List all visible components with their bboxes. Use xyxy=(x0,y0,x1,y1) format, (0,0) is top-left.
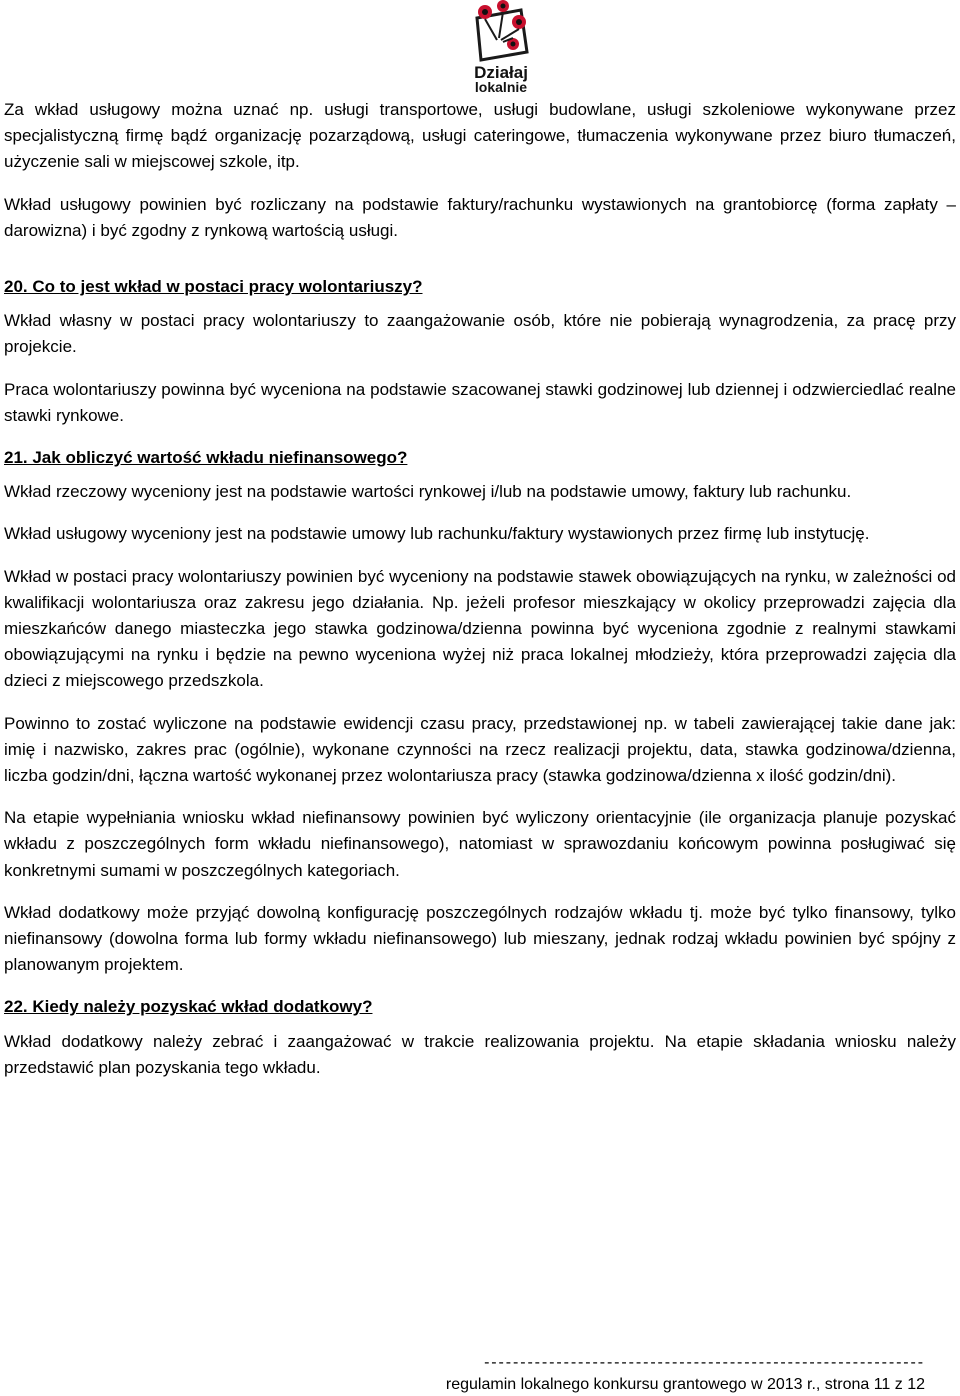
paragraph-material-contribution: Wkład rzeczowy wyceniony jest na podstawie wartości rynkowej i/lub na podstawie umowy, faktury lub rachunku. xyxy=(4,482,852,502)
dzialaj-lokalnie-logo xyxy=(463,0,539,94)
document-body xyxy=(4,97,956,1097)
paragraph-volunteer-definition: Wkład własny w postaci pracy wolontariuszy to zaangażowanie osób, które nie pobierają wynagrodzenia, za pracę przy projekcie. xyxy=(4,311,956,357)
paragraph-time-records: Powinno to zostać wyliczone na podstawie ewidencji czasu pracy, przedstawionej np. w tabeli zawierającej takie dane jak: imię i nazwisko, zakres prac (ogólnie), wykonane czynności na rzecz realizacji projektu, data, stawka godzinowa/dzienna, liczba godzin/dni, łączna wartość wykonanej przez wolontariusza pracy (stawka godzinowa/dzienna x ilość godzin/dni). xyxy=(4,713,956,786)
question-heading-20: 20. Co to jest wkład w postaci pracy wolontariuszy? xyxy=(4,277,423,297)
question-heading-22: 22. Kiedy należy pozyskać wkład dodatkowy? xyxy=(4,997,373,1017)
paragraph-volunteer-valuation: Praca wolontariuszy powinna być wyceniona na podstawie szacowanej stawki godzinowej lub dziennej i odzwierciedlać realne stawki rynkowe. xyxy=(4,379,956,425)
footer-divider: ------------------------------------------------------------- xyxy=(484,1354,925,1371)
footer-text: regulamin lokalnego konkursu grantowego w 2013 r., strona 11 z 12 xyxy=(445,1376,925,1393)
paragraph-when-to-collect: Wkład dodatkowy należy zebrać i zaangażować w trakcie realizowania projektu. Na etapie składania wniosku należy przedstawić plan pozyskania tego wkładu. xyxy=(4,1031,956,1077)
flower-icon xyxy=(512,15,526,29)
paragraph-volunteer-rates: Wkład w postaci pracy wolontariuszy powinien być wyceniony na podstawie stawek obowiązujących na rynku, w zależności od kwalifikacji wolontariusza oraz zakresu jego działania. Np. jeżeli profesor mieszkający w okolicy przeprowadzi zajęcia dla mieszkańców danego miasteczka jego stawka godzinowa/dzienna powinna być wyceniona zgodnie z realnymi stawkami obowiązującymi na rynku i będzie na pewno wyceniona wyżej niż praca lokalnej młodzieży, która przeprowadzi zajęcia dla dzieci z miejscowego przedszkola. xyxy=(4,566,956,691)
paragraph-service-valuation: Wkład usługowy wyceniony jest na podstawie umowy lub rachunku/faktury wystawionych przez firmę lub instytucję. xyxy=(4,524,870,544)
flower-icon xyxy=(478,5,492,19)
paragraph-application-stage: Na etapie wypełniania wniosku wkład niefinansowy powinien być wyliczony orientacyjnie (ile organizacja planuje pozyskać wkładu z poszczególnych form wkładu niefinansowego), natomiast w sprawozdaniu końcowym powinna posługiwać się konkretnymi sumami w poszczególnych kategoriach. xyxy=(4,808,956,880)
page-footer xyxy=(365,1352,925,1396)
paragraph-contribution-configuration: Wkład dodatkowy może przyjąć dowolną konfigurację poszczególnych rodzajów wkładu tj. może być tylko finansowy, tylko niefinansowy (dowolna forma lub formy wkładu niefinansowego) lub mieszany, jednak rodzaj wkładu powinien być spójny z planowanym projektem. xyxy=(4,902,956,975)
question-heading-21: 21. Jak obliczyć wartość wkładu niefinansowego? xyxy=(4,448,408,468)
flower-icon xyxy=(497,0,509,12)
logo-graphic xyxy=(463,0,539,94)
svg-text:Działaj: Działaj xyxy=(474,63,528,82)
svg-text:lokalnie: lokalnie xyxy=(474,79,528,94)
paragraph-service-contribution-examples: Za wkład usługowy można uznać np. usługi transportowe, usługi budowlane, usługi szkoleniowe wykonywane przez specjalistyczną firmę bądź organizację pozarządową, usługi cateringowe, tłumaczenia wykonywane przez biuro tłumaczeń, użyczenie sali w miejscowej szkole, itp. xyxy=(4,100,956,172)
paragraph-service-contribution-settlement: Wkład usługowy powinien być rozliczany na podstawie faktury/rachunku wystawionych na grantobiorcę (forma zapłaty – darowizna) i być zgodny z rynkową wartością usługi. xyxy=(4,194,956,240)
